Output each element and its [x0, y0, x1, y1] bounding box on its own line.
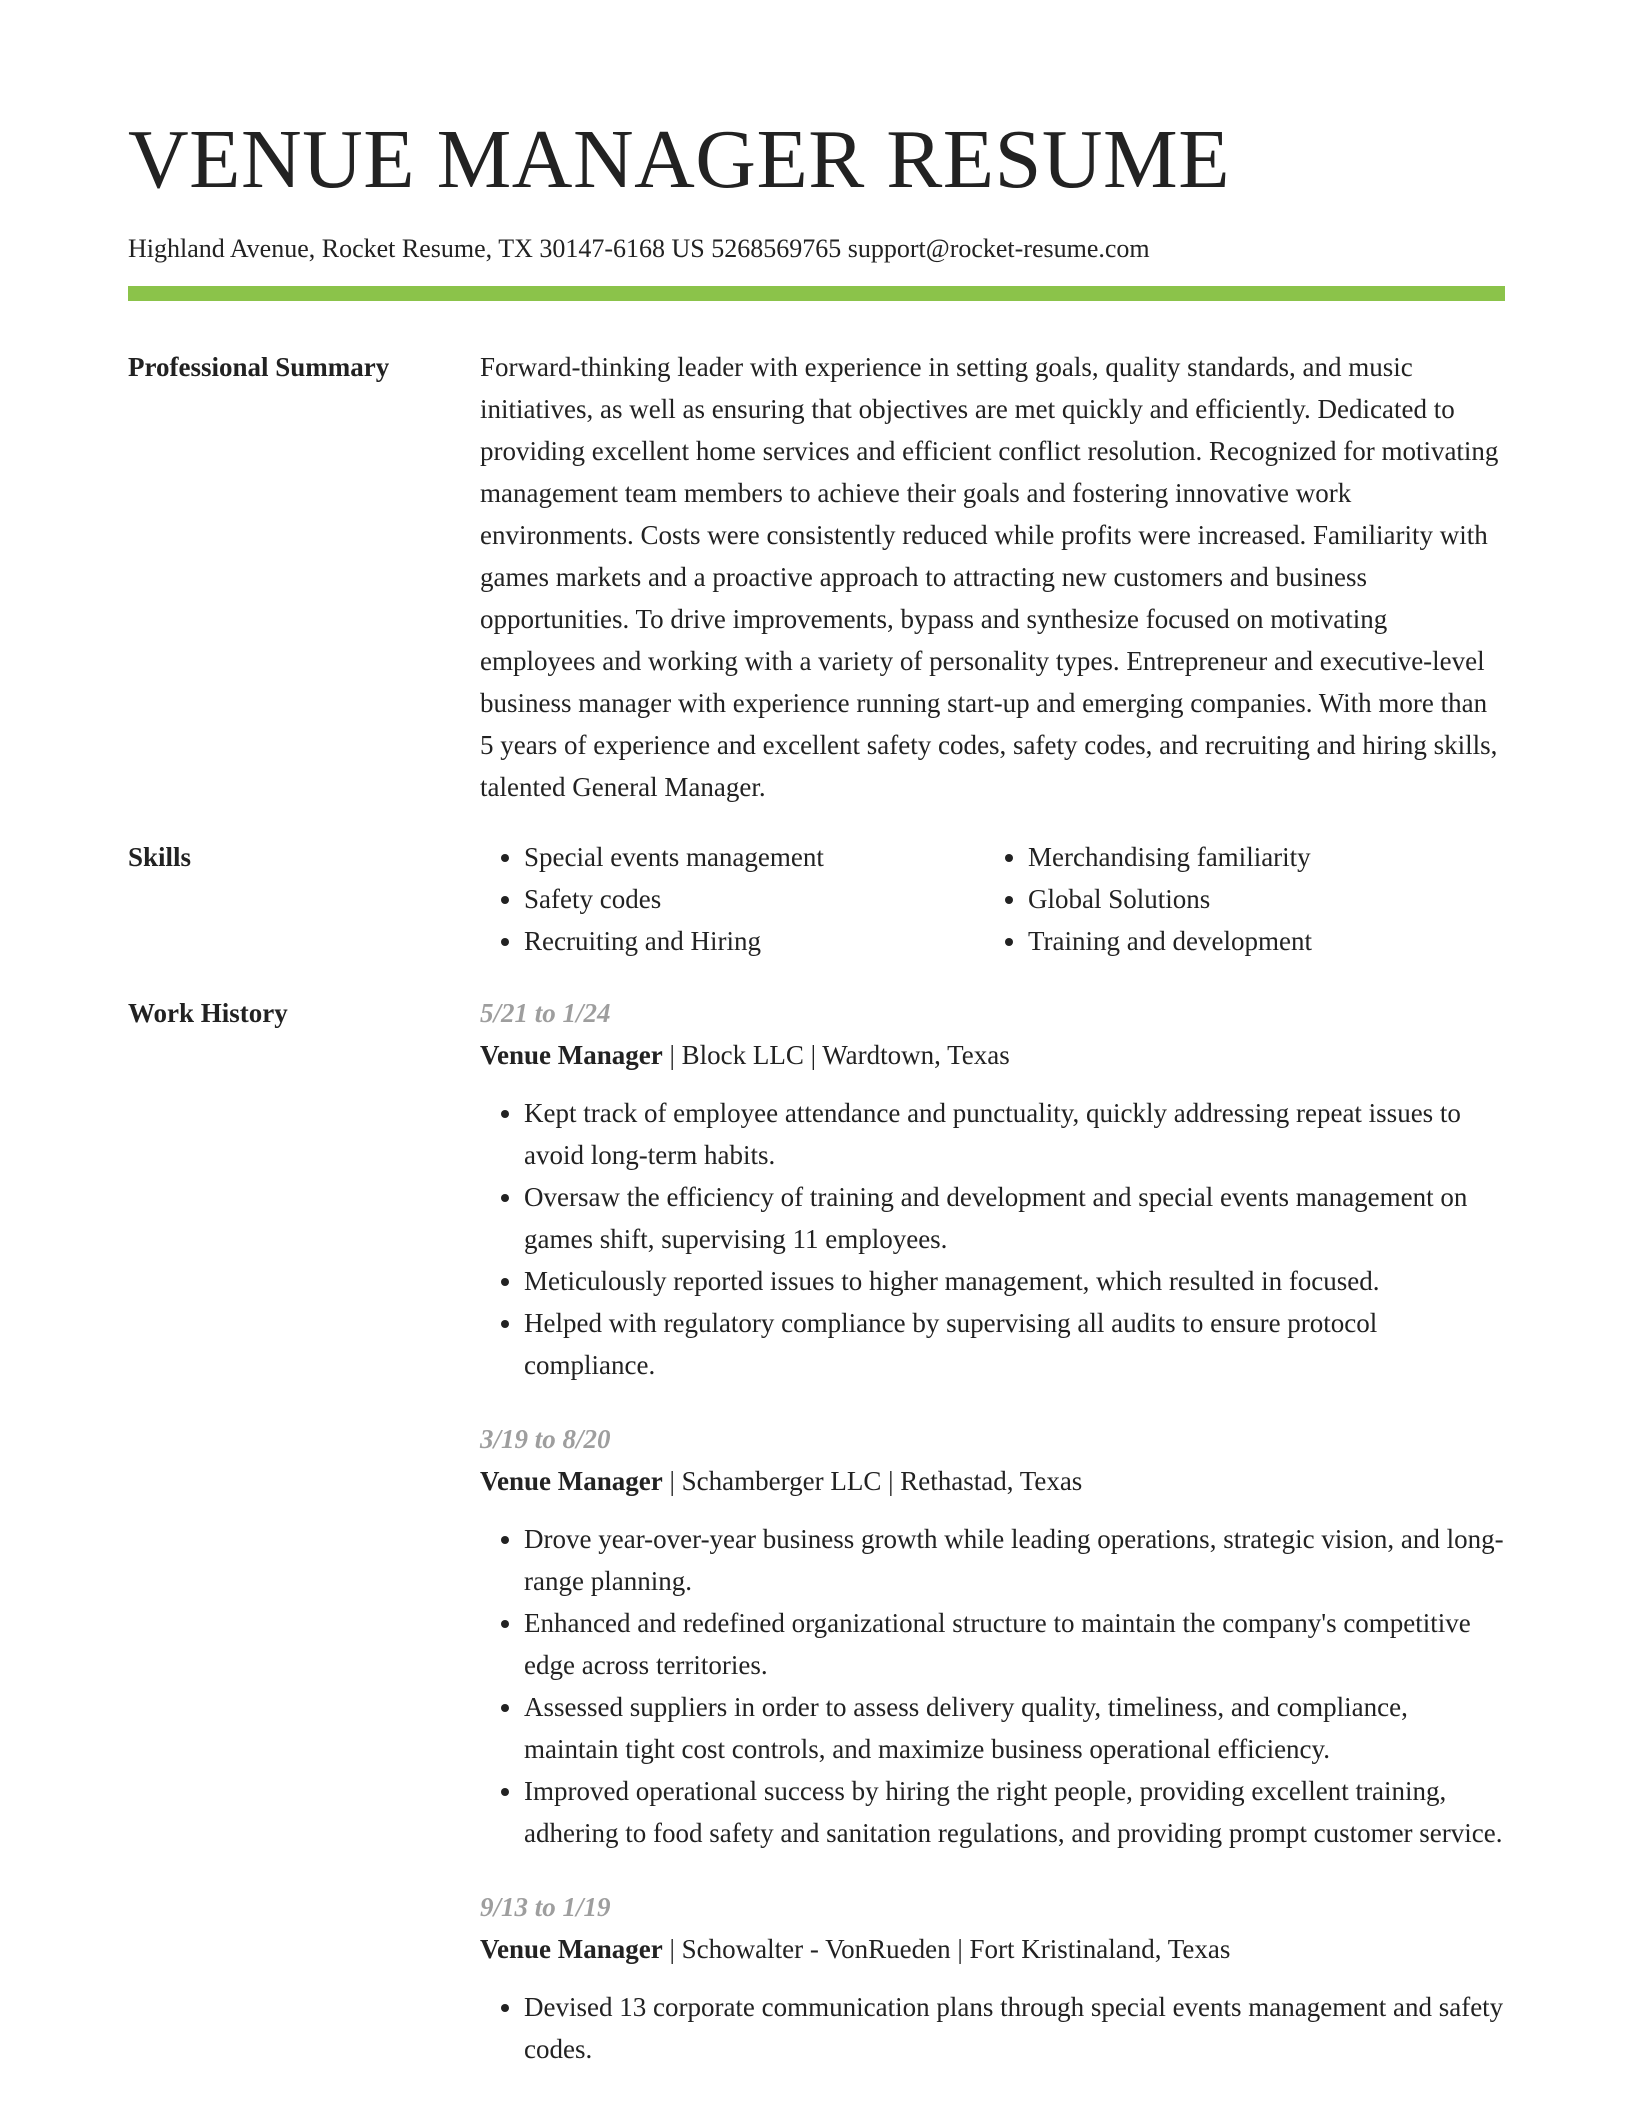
summary-text: Forward-thinking leader with experience in setting goals, quality standards, and music initiatives, as well as ensuring that objectives are met quickly and efficiently. Dedicated to providing excellent home services and efficient conflict resolution. Recognized for motivating management team members to achieve their goals and fostering innovative work environments. Costs were consistently reduced while profits were increased. Familiarity with games markets and a proactive approach to attracting new customers and business opportunities. To drive improvements, bypass and synthesize focused on motivating employees and working with a variety of personality types. Entrepreneur and executive-level business manager with experience running start-up and emerging companies. With more than 5 years of experience and excellent safety codes, safety codes, and recruiting and hiring skills, talented General Manager. [480, 352, 1499, 802]
job-bullet: • Oversaw the efficiency of training and development and special events management on games shift, supervising 11 employees. [524, 1176, 1505, 1260]
job-bullet: • Drove year-over-year business growth while leading operations, strategic vision, and long-range planning. [524, 1518, 1505, 1602]
skill-item: • Training and development [1028, 920, 1488, 962]
accent-divider [128, 286, 1505, 301]
job-entry [480, 992, 1505, 1386]
section-label-skills: Skills [128, 842, 192, 872]
skills-list-left [480, 836, 984, 962]
job-bullet: • Improved operational success by hiring the right people, providing excellent training, adhering to food safety and sanitation regulations, and providing prompt customer service. [524, 1770, 1505, 1854]
job-dates: 3/19 to 8/20 [480, 1424, 611, 1454]
job-entry [480, 1886, 1505, 2070]
job-bullet: • Devised 13 corporate communication plans through special events management and safety codes. [524, 1986, 1505, 2070]
skill-item: • Special events management [524, 836, 984, 878]
job-details: | Schamberger LLC | Rethastad, Texas [662, 1466, 1083, 1496]
skill-item: • Recruiting and Hiring [524, 920, 984, 962]
contact-line: Highland Avenue, Rocket Resume, TX 30147-6168 US 5268569765 support@rocket-resume.com [128, 234, 1150, 263]
skills-body [480, 836, 1505, 962]
skill-item: • Merchandising familiarity [1028, 836, 1488, 878]
job-details: | Block LLC | Wardtown, Texas [662, 1040, 1010, 1070]
work-history-body [480, 992, 1505, 2102]
section-label-professional-summary: Professional Summary [128, 352, 390, 382]
job-dates: 9/13 to 1/19 [480, 1892, 611, 1922]
skill-item: • Safety codes [524, 878, 984, 920]
job-heading [480, 1460, 1505, 1502]
skill-item: • Global Solutions [1028, 878, 1488, 920]
job-bullet: • Enhanced and redefined organizational structure to maintain the company's competitive edge across territories. [524, 1602, 1505, 1686]
job-bullet: • Assessed suppliers in order to assess delivery quality, timeliness, and compliance, maintain tight cost controls, and maximize business operational efficiency. [524, 1686, 1505, 1770]
skills-columns [480, 836, 1505, 962]
summary-body [480, 346, 1505, 808]
job-bullets [480, 1092, 1505, 1386]
job-bullet: • Meticulously reported issues to higher management, which resulted in focused. [524, 1260, 1505, 1302]
resume-title: VENUE MANAGER RESUME [128, 113, 1230, 206]
job-title: Venue Manager [480, 1040, 663, 1070]
job-bullet: • Kept track of employee attendance and punctuality, quickly addressing repeat issues to avoid long-term habits. [524, 1092, 1505, 1176]
job-bullet: • Helped with regulatory compliance by supervising all audits to ensure protocol compliance. [524, 1302, 1505, 1386]
job-bullets [480, 1518, 1505, 1854]
section-label-work-history: Work History [128, 998, 288, 1028]
job-entry [480, 1418, 1505, 1854]
job-title: Venue Manager [480, 1934, 663, 1964]
skills-list-right [984, 836, 1488, 962]
job-heading [480, 1034, 1505, 1076]
job-title: Venue Manager [480, 1466, 663, 1496]
job-bullets [480, 1986, 1505, 2070]
job-dates: 5/21 to 1/24 [480, 998, 611, 1028]
job-details: | Schowalter - VonRueden | Fort Kristinaland, Texas [662, 1934, 1231, 1964]
job-heading [480, 1928, 1505, 1970]
